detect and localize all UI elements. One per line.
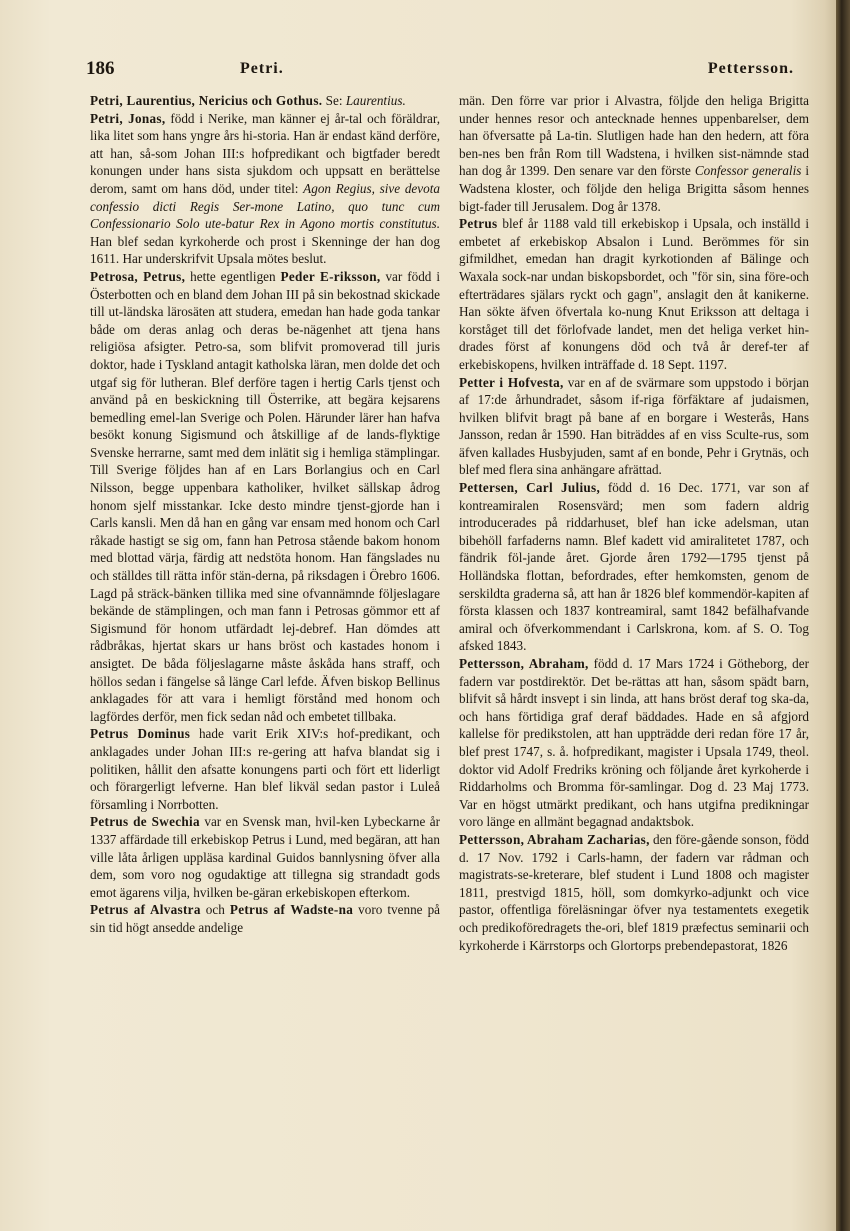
headword: Petter i Hofvesta,	[459, 374, 564, 390]
entry-text: män. Den förre var prior i Alvastra, följde den heliga Brigitta under hennes resor och antecknade hennes uppenbarelser, dem han öfversatte på La-tin. Slutligen hade han den hedern, att föra ben-nes ben från Rom till Wadstena, i hvilken sist-nämnde stad han dog år 1399. Den senare var den förste	[459, 93, 809, 179]
headword: Pettersen, Carl Julius,	[459, 480, 601, 496]
entry-italic: Agon Regius, sive devota confessio dicti Regis Ser-mone Latino, quo tunc cum Confessionario Solo ute-batur Rex in Agono mortis constitutus.	[90, 180, 440, 232]
entry-pettersson-abraham	[459, 655, 809, 831]
headword: Petrus	[459, 216, 498, 232]
entry-text: född i Nerike, man känner ej år-tal och föräldrar, lika litet som hans yngre års hi-storia. Han är endast känd derföre, att han, så-som Johan III:s hofpredikant och bigtfader beredt konungen under hans sista sjukdom och uppsatt en berättelse derom, samt om hans död, under titel:	[90, 110, 440, 196]
headword: Petrus de Swechia	[90, 814, 200, 830]
entry-petrus-af-alvastra	[90, 901, 440, 936]
page-number: 186	[86, 58, 115, 79]
entry-text: var en af de svärmare som uppstodo i början af 17:de århundradet, såsom if-riga förfäktare af judaismen, hvilken blifvit bragt på bane af en borgare i Westerås, Hans Jansson, redan år 1590. Han biträddes af en viss Sculte-rus, som äfven kallades Husbyjuden, samt af en bonde, Pehr i Grytnäs, och blef med flera sina anhängare afrättad.	[459, 374, 810, 478]
entry-continuation-alvastra	[459, 92, 809, 215]
headword: Pettersson, Abraham,	[459, 656, 589, 671]
entry-petrosa	[90, 268, 440, 725]
entry-pettersson-abraham-zacharias	[459, 831, 809, 954]
entry-text-tail: i Wadstena kloster, och följde den heliga Brigitta såsom hennes bigt-fader till Jerusalem. Dog år 1378.	[459, 163, 810, 214]
entry-petri-jonas	[90, 110, 440, 268]
entry-italic: Confessor generalis	[694, 163, 802, 179]
entry-text-tail: var född i Österbotten och en bland dem Johan III på sin bekostnad skickade till ut-ländska lärosäten att studera, emedan han hade goda tankar både om deras anlag och deras be-nägenhet att tjena hans religiösa afsigter. Petro-sa, som blifvit promoverad till juris doktor, hade i Tyskland antagit katholska läran, men dolde det och utgaf sig för lutheran. Blef derföre tagen i hertig Carls tjenst och använd på en beskickning till Österrike, att begära kejsarens bemedling emel-lan Sverige och Polen. Härunder lärer han hafva besökt konung Sigismund och åtskillige af de lands-flyktige Svenske herrarne, samt med dem inlätit sig i hemliga stämplingar. Till Sverige följdes han af en Lars Borlangius och en Carl Nilsson, begge uppenbara katholiker, hvilket sällskap ådrog honom sjelf misstankar. Icke desto mindre tjenst-gjorde han i Carls kansli. Men då han en gång var ensam med honom och Carl råkade hastigt se sig om, fann han Petrosa stående bakom honom med blottad värja, färdig att nedstöta honom. Han fängslades nu och ställdes till rätta inför stän-derna, på riksdagen i Örebro 1606. Lagd på sträck-bänken tillika med sine ofvannämnde följeslagare bekände de stämplingen, och man fann i Petrosas gömmor ett af Sigismund för honom utfärdadt lej-debref. Han dömdes att rådbråkas, hjertat skars ur hans bröst och kastades honom i ansigtet. De båda följeslagarne måste åskåda hans straff, och höllos sedan i fängelse så länge Carl lefde. Äfven biskop Bellinus anklagades för att vara i hemligt förstånd med honom och lagfördes derför, men fick sedan nåd och embetet tillbaka.	[90, 268, 441, 724]
entry-petri-laurentius	[90, 92, 440, 110]
page-header	[86, 58, 812, 84]
entry-petrus-de-swechia	[90, 813, 440, 901]
headword: Petri, Jonas,	[90, 110, 166, 126]
entry-text-tail: voro tvenne på sin tid högt ansedde andelige	[90, 902, 441, 935]
headword: Petri, Laurentius, Nericius och Gothus.	[90, 93, 323, 108]
entry-text: blef år 1188 vald till erkebiskop i Upsala, och inställd i embetet af erkebiskop Absalon i Lund. Berömmes för sin gifmildhet, emedan han dragit kyrkotionden af Bälinge och Waxala sock-nar undan biskopsbordet, och "för sin, sina före-och efterträdares själars ryckt och gagn", anslagit den åt kanikerne. Han sökte äfven öfvertala ko-nung Knut Eriksson att deltaga i korståget till det förlofvade landet, men det heliga verket hin-drades först af konungens död och två år deref-ter af erkebiskopens, hvilken inträffade d. 18 Sept. 1197.	[459, 216, 809, 372]
right-column	[459, 92, 809, 954]
headword-secondary: Peder E-riksson,	[280, 268, 381, 284]
entry-text: den före-gående sonson, född d. 17 Nov. 1792 i Carls-hamn, der fadern var rådman och magistrats-se-kreterare, blef student i Lund 1808 och magister 1811, prestvigd 1815, höll, som domkyrko-adjunkt och vice pastor, offentliga föreläsningar öfver nya testamentets exegetik och predikoföredragets the-ori, blef 1819 præfectus seminarii och kyrkoherde i Kärrstorps och Glortorps prebendepastorat, 1826	[459, 831, 809, 953]
headword: Petrus Dominus	[90, 726, 191, 742]
left-column	[90, 92, 440, 937]
headword-secondary: Petrus af Wadste-na	[229, 902, 354, 918]
entry-text: född d. 16 Dec. 1771, var son af kontreamiralen Rosensvärd; men som fadern aldrig introducerades på riddarhuset, blef han icke adelsman, utan bibehöll farfaderns namn. Blef kadett vid amiralitetet 1787, och fändrik föl-jande året. Gjorde åren 1792—1795 tjenst på Holländska flottan, befordrades, efter hemkomsten, genom de serskildta graderna så, att han år 1826 blef kommendör-kapiten af första klassen och 1837 kontreamiral, samt 1842 befälhafvande amiral och öfverkommendant i Carlskrona, kom. af S. O. Tog afsked 1843.	[459, 480, 809, 654]
entry-petter-i-hofvesta	[459, 374, 809, 480]
entry-text: hette egentligen	[185, 268, 281, 284]
entry-text: hade varit Erik XIV:s hof-predikant, och anklagades under Johan III:s re-gering att hafva blandat sig i politiken, hållit den afsatte konungens parti och fört ett liderligt och förargerligt lefverne. Han blef likväl sedan pastor i Luleå församling i Norrbotten.	[90, 726, 440, 812]
entry-petrus-erkebiskop	[459, 215, 809, 373]
entry-petrus-dominus	[90, 725, 440, 813]
right-running-title: Pettersson.	[707, 60, 794, 77]
headword: Petrus af Alvastra	[90, 902, 201, 918]
headword: Pettersson, Abraham Zacharias,	[459, 831, 650, 847]
entry-text-tail: Han blef sedan kyrkoherde och prost i Skenninge der han dog 1611. Har underskrifvit Upsala mötes beslut.	[90, 233, 440, 267]
headword: Petrosa, Petrus,	[90, 268, 186, 284]
entry-text: och	[200, 902, 230, 918]
entry-italic: Laurentius.	[345, 93, 406, 108]
left-running-title: Petri.	[240, 60, 284, 77]
entry-text: född d. 17 Mars 1724 i Götheborg, der fadern var postdirektör. Det be-rättas att han, såsom spädt barn, blifvit så hårdt insvept i sin linda, att hans bröst deraf tog ska-da, och hans förtidiga graf deraf bäddades. Hade en så afgjord kallelse för predikstolen, att han uppträdde deri redan före 17 år, blef prest 1747, s. å. hofpredikant, magister i Upsala 1749, theol. doktor vid Adolf Fredriks kröning och följande året kyrkoherde i Riddarholms och Bromma för-samlingar. Dog d. 23 Maj 1773. Var en högst utmärkt predikant, och hans utgifna predikningar voro länge en allmänt begagnad andaktsbok.	[459, 656, 809, 830]
entry-text: var en Svensk man, hvil-ken Lybeckarne år 1337 affärdade till erkebiskop Petrus i Lund, med begäran, att han ville låta årligen uppläsa kardinal Guidos bannlysning öfver alla dem, som voro nog ogudaktige att tillegna sig strandadt gods emot ägarens vilja, hvilken be-gäran erkebiskopen efterkom.	[90, 814, 440, 900]
book-spine-edge	[836, 0, 850, 1231]
entry-text: Se:	[322, 93, 346, 108]
entry-pettersen-carl-julius	[459, 479, 809, 655]
